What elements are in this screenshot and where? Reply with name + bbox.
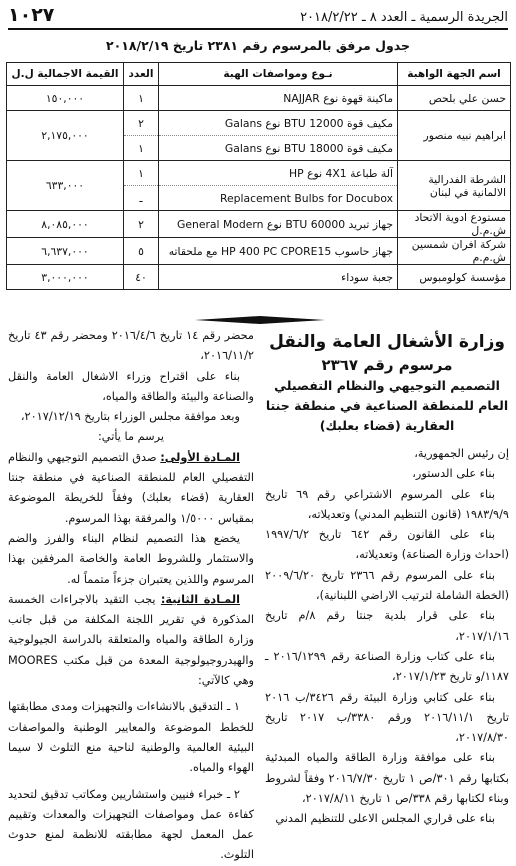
value-cell: ٦٣٣,٠٠٠	[7, 161, 124, 211]
description-cell: جعبة سوداء	[159, 265, 398, 290]
table-row	[7, 161, 511, 186]
value-cell: ٢,١٧٥,٠٠٠	[7, 111, 124, 161]
value-cell: ٣,٠٠٠,٠٠٠	[7, 265, 124, 290]
decree-paragraph: بناء على كتاب وزارة الصناعة رقم ٢٠١٦/١٢٩٩ ـ ١١٨٧/و تاريخ ٢٠١٧/١/٢٣،	[265, 649, 509, 684]
decree-number: مرسوم رقم ٢٣٦٧	[321, 356, 453, 374]
table-row	[7, 86, 511, 111]
entity-cell: مستودع ادوية الاتحاد ش.م.ل	[398, 211, 511, 238]
quantity-cell: ٤٠	[124, 265, 159, 290]
table-row	[7, 211, 511, 238]
value-cell: ١٥٠,٠٠٠	[7, 86, 124, 111]
decree-paragraph: بناء على موافقة وزارة الطاقة والمياه المبدئية بكتابها رقم ٣٠١/ص ١ تاريخ ٢٠١٦/٧/٣٠ وفقاً لشروط وبناء لكتابها رقم ٣٣٨/ص ١ تاريخ ٢٠١٧/٨/١١،	[265, 751, 509, 806]
value-cell: ٦,٦٣٧,٠٠٠	[7, 238, 124, 265]
decree-paragraph: بناء على المرسوم رقم ٢٣٦٦ تاريخ ٢٠٠٩/٦/٢٠ (الخطة الشاملة لترتيب الاراضي اللبنانية)،	[265, 568, 509, 603]
decree-paragraph: يرسم ما يأتي:	[98, 430, 164, 444]
decree-paragraph: محضر رقم ١٤ تاريخ ٢٠١٦/٤/٦ ومحضر رقم ٤٣ تاريخ ٢٠١٦/١١/٢،	[8, 329, 254, 363]
header-description: نـوع ومواصفات الهبة	[159, 63, 398, 86]
entity-cell: الشرطة الفدرالية الالمانية في لبنان	[398, 161, 511, 211]
table-caption: جدول مرفق بالمرسوم رقم ٢٣٨١ تاريخ ٢٠١٨/٢/١٩	[105, 38, 410, 53]
description-cell: ماكينة قهوة نوع NAJJAR	[159, 86, 398, 111]
quantity-cell: ـ	[124, 186, 159, 211]
table-row	[7, 238, 511, 265]
quantity-cell: ١	[124, 86, 159, 111]
decree-paragraph: بناء على كتابي وزارة البيئة رقم ٣٤٢٦/ب ٢٠١٦ تاريخ ٢٠١٦/١١/١ ورقم ٣٣٨٠/ب ٢٠١٧ تاريخ ٢٠١٧/٨/٣٠،	[265, 690, 509, 745]
list-item: ٢ ـ خبراء فنيين واستشاريين ومكاتب تدقيق لتحديد كفاءة عمل ومواصفات التجهيزات والمعدات وتقييم عمل المعمل لجهة مطابقته للانظمة لمنع حدوث التلوث.	[8, 787, 254, 862]
description-cell: مكيف قوة 18000 BTU نوع Galans	[159, 136, 398, 161]
decree-paragraph: بناء على الدستور،	[412, 467, 495, 481]
decree-paragraph: بناء على قرار بلدية جنتا رقم ٨/م تاريخ ٢٠١٧/١/١٦،	[265, 609, 509, 643]
entity-cell: حسن علي بلحص	[398, 86, 511, 111]
header-value: القيمة الاجمالية ل.ل	[7, 63, 124, 86]
description-cell: آلة طباعة 4X1 نوع HP	[159, 161, 398, 186]
entity-cell: ابراهيم نبيه منصور	[398, 111, 511, 161]
decree-paragraph: يخضع هذا التصميم لنظام البناء والفرز والضم والاستثمار وللشروط العامة والخاصة المرفقين بهذا المرسوم واللذين يعتبران جزءاً متمماً له.	[8, 531, 254, 586]
description-cell: مكيف قوة 12000 BTU نوع Galans	[159, 111, 398, 136]
list-item: ١ ـ التدقيق بالانشاءات والتجهيزات ومدى مطابقتها للخطط الموضوعة والمعايير الوطنية والمواصفات البيئية العالمية والوطنية لناحية منع التلوث لا سيما الهواء والمياه.	[8, 700, 254, 775]
decree-paragraph: بناء على اقتراح وزراء الاشغال العامة والنقل والصناعة والبيئة والطاقة والمياه،	[8, 369, 254, 403]
header-quantity: العدد	[124, 63, 159, 86]
description-cell: جهاز تبريد 60000 BTU نوع General Modern	[159, 211, 398, 238]
page-header	[8, 6, 508, 30]
gazette-info: الجريدة الرسمية ـ العدد ٨ ـ ٢٠١٨/٢/٢٢	[300, 10, 508, 25]
article-one	[8, 448, 254, 529]
quantity-cell: ١	[124, 136, 159, 161]
donations-table	[6, 62, 511, 290]
entity-cell: مؤسسة كولومبوس	[398, 265, 511, 290]
decree-paragraph: بناء على القانون رقم ٦٤٢ تاريخ ١٩٩٧/٦/٢ (احداث وزارة الصناعة) وتعديلاته،	[265, 528, 509, 562]
header-entity: اسم الجهة الواهبة	[398, 63, 511, 86]
table-row	[7, 111, 511, 136]
article-text: صدق التصميم التوجيهي والنظام التفصيلي العام للمنطقة الصناعية في منطقة جنتا العقارية (قضاء بعلبك) وفقاً للخريطة الموضوعة بمقياس ١/٥٠٠٠ والمرفقة بهذا المرسوم.	[8, 450, 254, 525]
article-text: يجب التقيد بالاجراءات الخمسة المذكورة في تقرير اللجنة المكلفة من قبل جانب وزارة الطاقة والمياه والمتعلقة بالدراسة الجيولوجية والهيدروجيولوجية المعدة من قبل مكتب MOORES وهي كالآتي:	[8, 592, 254, 688]
value-cell: ٨,٠٨٥,٠٠٠	[7, 211, 124, 238]
description-cell: جهاز حاسوب HP 400 PC CPORE15 مع ملحقاته	[159, 238, 398, 265]
decree-paragraph: وبعد موافقة مجلس الوزراء بتاريخ ٢٠١٧/١٢/١٩،	[20, 410, 240, 424]
quantity-cell: ٢	[124, 211, 159, 238]
section-divider	[195, 315, 325, 325]
quantity-cell: ٥	[124, 238, 159, 265]
description-cell: Replacement Bulbs for Docubox	[159, 186, 398, 211]
table-row	[7, 265, 511, 290]
ministry-title: وزارة الأشغال العامة والنقل	[269, 332, 505, 352]
article-label: المـادة الأولى:	[160, 450, 241, 464]
decree-paragraph: إن رئيس الجمهورية،	[414, 447, 509, 460]
quantity-cell: ٢	[124, 111, 159, 136]
entity-cell: شركة افران شمسين ش.م.م	[398, 238, 511, 265]
page-number: ١٠٢٧	[8, 4, 55, 26]
quantity-cell: ١	[124, 161, 159, 186]
article-two	[8, 590, 254, 691]
decree-left-column	[8, 326, 254, 866]
decree-paragraph: بناء على المرسوم الاشتراعي رقم ٦٩ تاريخ ١٩٨٣/٩/٩ (قانون التنظيم المدني) وتعديلاته،	[265, 487, 509, 521]
article-label: المـادة الثانية:	[160, 592, 240, 606]
decree-paragraph: بناء على قراري المجلس الاعلى للتنظيم المدني	[275, 812, 495, 826]
decree-title: التصميم التوجيهي والنظام التفصيلي العام للمنطقة الصناعية في منطقة جنتا العقارية (قضاء بعلبك)	[265, 378, 509, 433]
table-header-row	[7, 63, 511, 86]
decree-right-column	[265, 330, 509, 830]
